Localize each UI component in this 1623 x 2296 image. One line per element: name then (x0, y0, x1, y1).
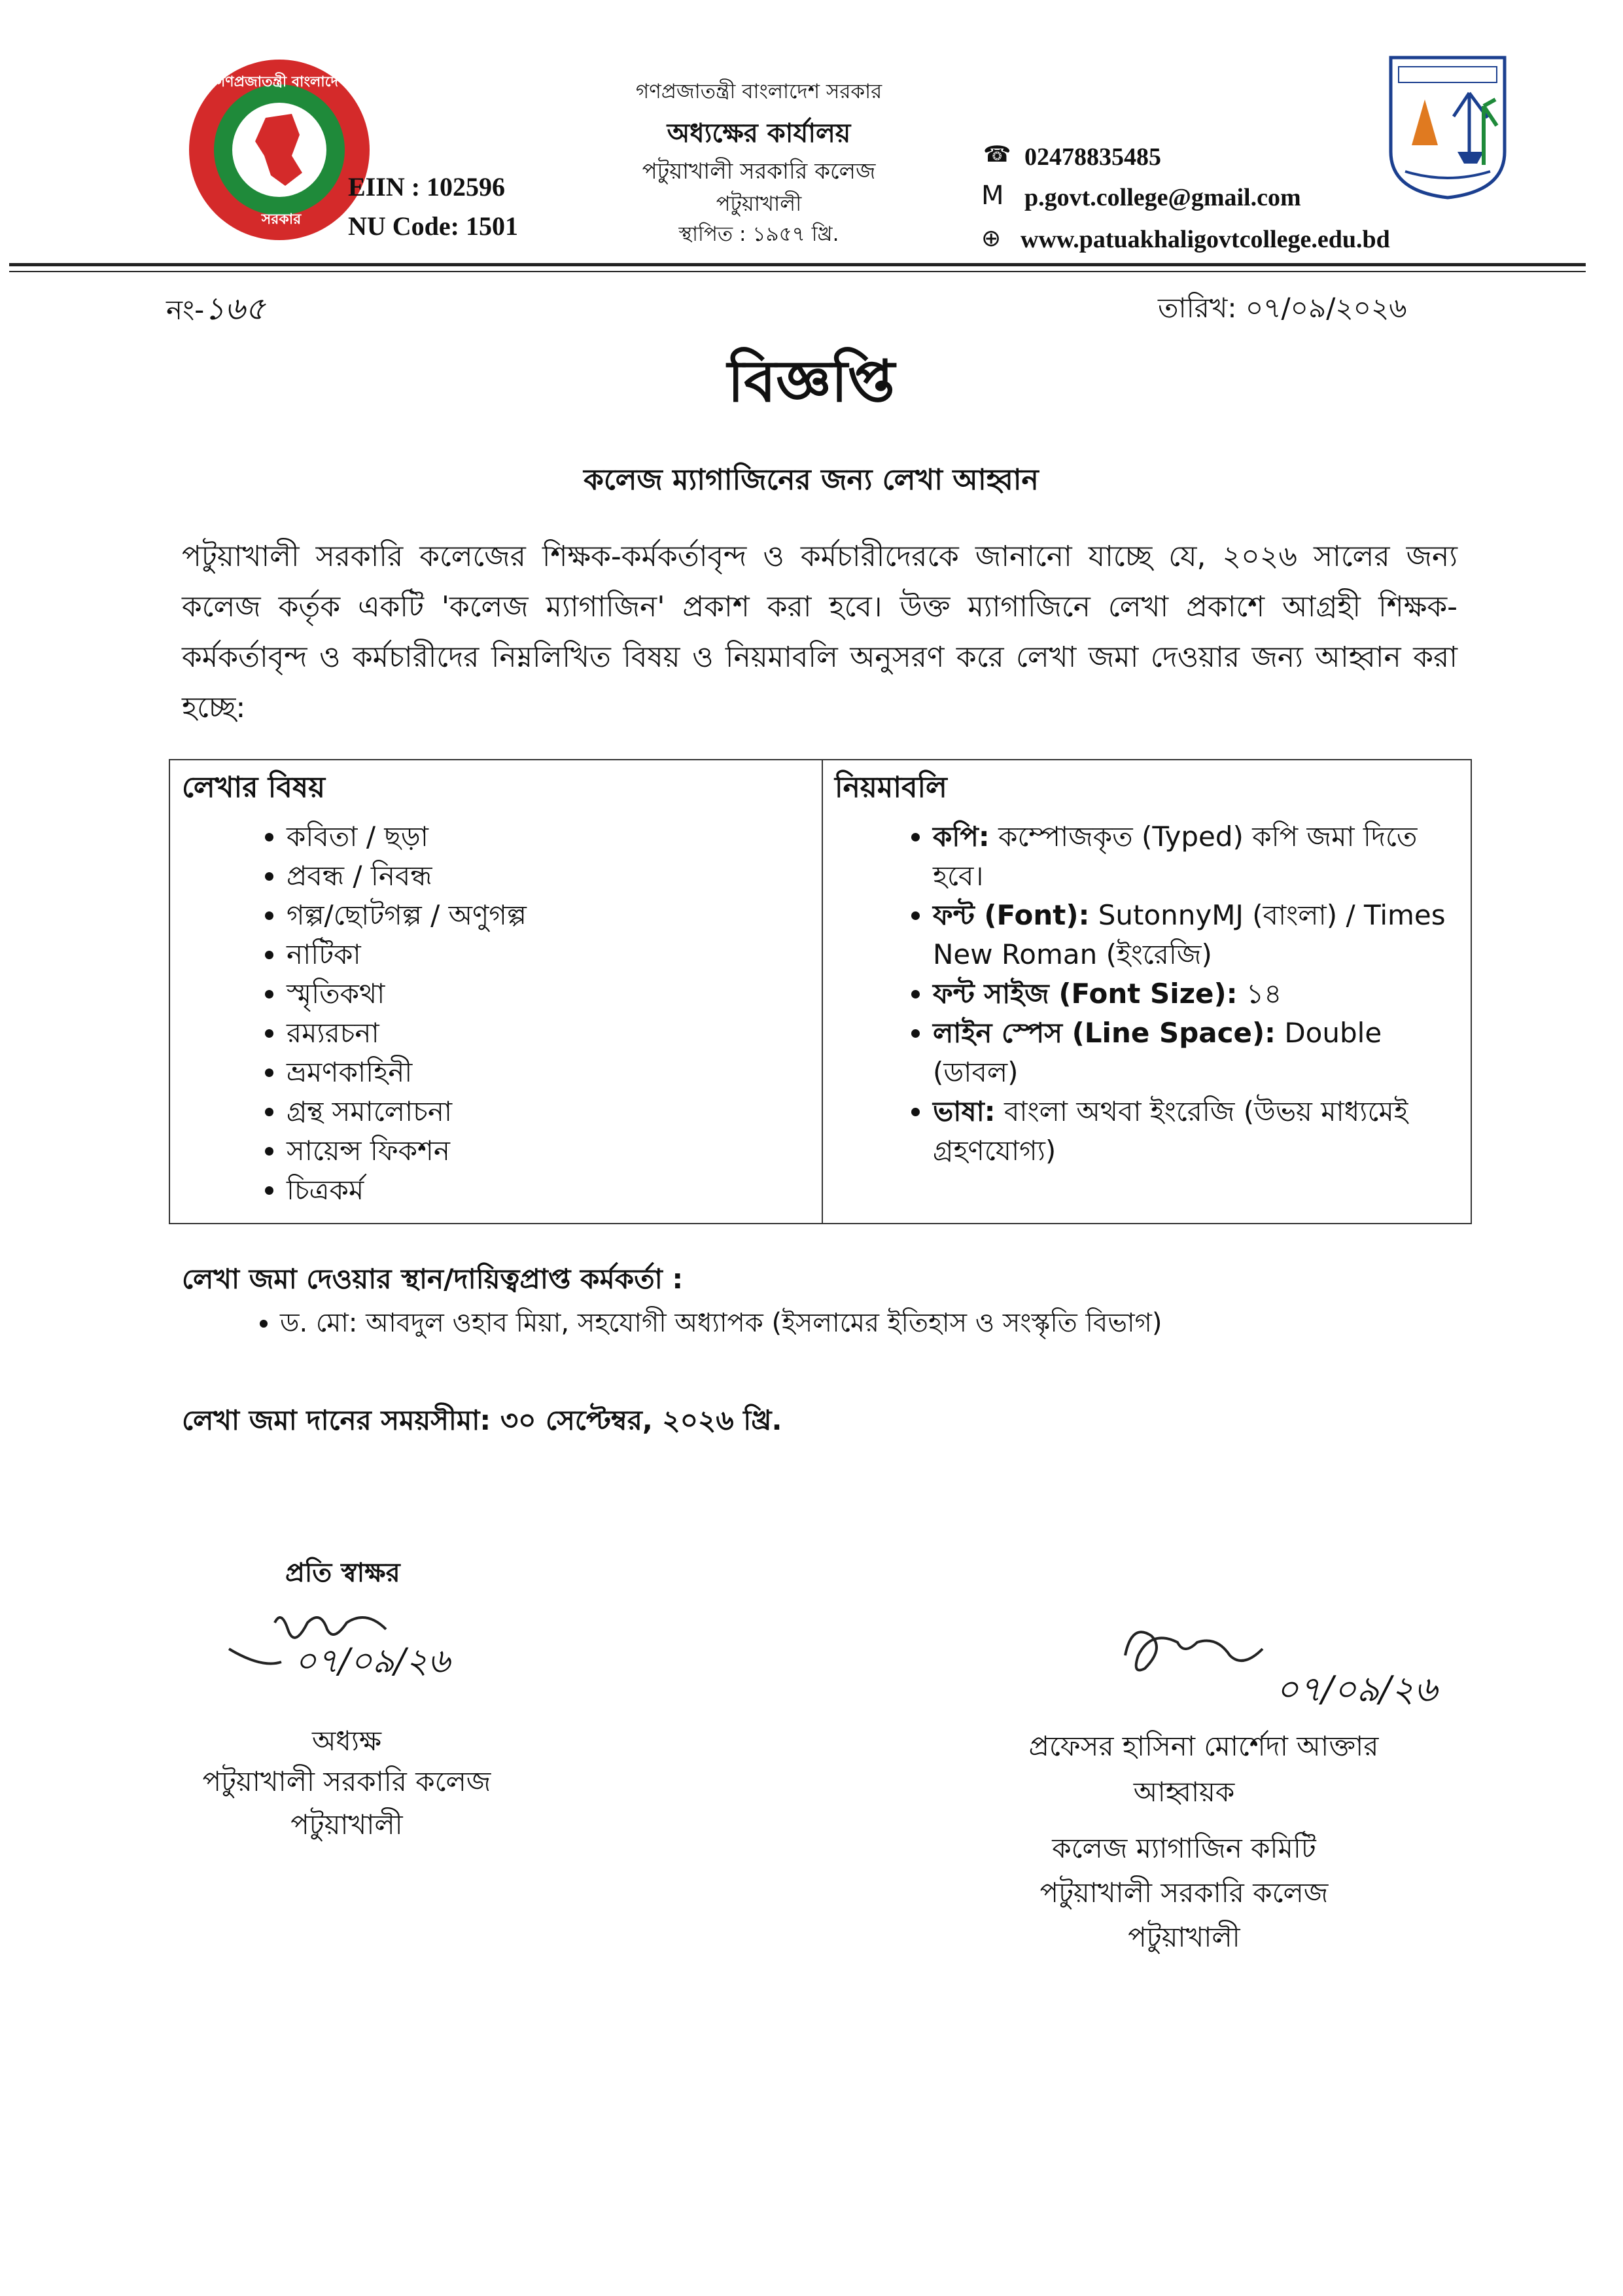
topics-column (169, 760, 822, 1224)
rule-item (933, 974, 1446, 1014)
eiin: EIIN : 102596 (348, 172, 506, 202)
topic-item: • স্মৃতিকথা (287, 974, 810, 1014)
topic-item: • নাটিকা (287, 935, 810, 974)
countersign-label: প্রতি স্বাক্ষর (285, 1558, 400, 1588)
ref-label: নং- (166, 294, 205, 326)
rule-text: ১৪ (1237, 978, 1282, 1010)
ref-number (166, 285, 266, 337)
rule-text: SutonnyMJ (বাংলা) / Times New Roman (ইংরেজি) (933, 899, 1446, 970)
rule-item (933, 817, 1446, 896)
committee-name: কলেজ ম্যাগাজিন কমিটি (1052, 1832, 1316, 1864)
college-district: পটুয়াখালী (716, 191, 802, 216)
topic-item: • প্রবন্ধ / নিবন্ধ (287, 857, 810, 896)
rule-label: ভাষা: (933, 1095, 996, 1127)
rule-item (933, 896, 1446, 974)
convener-sign-date: ০৭/০৯/২৬ (1276, 1669, 1437, 1710)
submission-heading: লেখা জমা দেওয়ার স্থান/দায়িত্বপ্রাপ্ত কর্মকর্তা : (182, 1263, 684, 1295)
submission-list (182, 1302, 1162, 1346)
notice-subject: কলেজ ম্যাগাজিনের জন্য লেখা আহ্বান (584, 463, 1039, 497)
topics-list (182, 817, 810, 1210)
mail-icon: M (981, 181, 1004, 211)
seal-text-top: গণপ্রজাতন্ত্রী বাংলাদেশ (215, 74, 347, 90)
convener-signature (1106, 1616, 1289, 1695)
topic-item: • গল্প/ছোটগল্প / অণুগল্প (287, 896, 810, 935)
rules-column (822, 760, 1471, 1224)
ref-value: ১৬৫ (204, 291, 266, 327)
header-rule-thick (9, 263, 1586, 266)
established: স্থাপিত : ১৯৫৭ খ্রি. (678, 222, 839, 246)
deadline: লেখা জমা দানের সময়সীমা: ৩০ সেপ্টেম্বর, ২০২৬ খ্রি. (182, 1404, 782, 1436)
convener-role: আহ্বায়ক (1133, 1776, 1235, 1808)
rule-label: ফন্ট (Font): (933, 899, 1090, 931)
website: www.patuakhaligovtcollege.edu.bd (1021, 226, 1390, 253)
globe-icon: ⊕ (981, 225, 1002, 252)
rule-item (933, 1092, 1446, 1171)
rule-text: কম্পোজকৃত (Typed) কপি জমা দিতে হবে। (933, 821, 1418, 892)
college-crest (1386, 54, 1510, 200)
rules-list (835, 817, 1459, 1171)
convener-place: পটুয়াখালী (1128, 1921, 1240, 1953)
nu-code: NU Code: 1501 (348, 211, 518, 241)
submission-officer: • ড. মো: আবদুল ওহাব মিয়া, সহযোগী অধ্যাপক (ইসলামের ইতিহাস ও সংস্কৃতি বিভাগ) (280, 1302, 1162, 1346)
rules-header: নিয়মাবলি (835, 771, 947, 804)
govt-name: গণপ্রজাতন্ত্রী বাংলাদেশ সরকার (635, 80, 882, 103)
seal-text-bottom: সরকার (261, 211, 302, 228)
topic-item: • গ্রন্থ সমালোচনা (287, 1092, 810, 1131)
header-rule-thin (9, 271, 1586, 272)
phone-icon: ☎ (983, 141, 1011, 168)
topics-rules-table (169, 759, 1472, 1224)
principal-place: পটুয়াখালী (290, 1809, 403, 1841)
notice-title: বিজ্ঞপ্তি (727, 347, 895, 415)
notice-date: তারিখ: ০৭/০৯/২০২৬ (1158, 292, 1407, 324)
principal-title: অধ্যক্ষ (311, 1725, 382, 1757)
email-address: p.govt.college@gmail.com (1024, 184, 1301, 211)
topic-item: • ভ্রমণকাহিনী (287, 1053, 810, 1092)
college-name: পটুয়াখালী সরকারি কলেজ (642, 158, 876, 185)
convener-name: প্রফেসর হাসিনা মোর্শেদা আক্তার (1028, 1730, 1379, 1762)
topics-header: লেখার বিষয় (182, 771, 326, 804)
convener-org: পটুয়াখালী সরকারি কলেজ (1039, 1877, 1329, 1909)
topic-item: • কবিতা / ছড়া (287, 817, 810, 857)
topic-item: • রম্যরচনা (287, 1014, 810, 1053)
rule-label: কপি: (933, 821, 990, 853)
notice-body: পটুয়াখালী সরকারি কলেজের শিক্ষক-কর্মকর্তাবৃন্দ ও কর্মচারীদেরকে জানানো যাচ্ছে যে, ২০২৬ সালের জন্য কলেজ কর্তৃক একটি 'কলেজ ম্যাগাজিন' প্রকাশ করা হবে। উক্ত ম্যাগাজিনে লেখা প্রকাশে আগ্রহী শিক্ষক-কর্মকর্তাবৃন্দ ও কর্মচারীদের নিম্নলিখিত বিষয় ও নিয়মাবলি অনুসরণ করে লেখা জমা দেওয়ার জন্য আহ্বান করা হচ্ছে: (182, 540, 1457, 724)
principal-sign-date: ০৭/০৯/২৬ (294, 1642, 450, 1681)
rule-text: Double (ডাবল) (933, 1017, 1382, 1088)
office-name: অধ্যক্ষের কার্যালয় (667, 118, 851, 149)
principal-org: পটুয়াখালী সরকারি কলেজ (202, 1765, 491, 1797)
rule-label: লাইন স্পেস (Line Space): (933, 1017, 1276, 1049)
phone-number: 02478835485 (1024, 143, 1161, 171)
rule-item (933, 1014, 1446, 1092)
rule-text: বাংলা অথবা ইংরেজি (উভয় মাধ্যমেই গ্রহণযোগ্য) (933, 1095, 1408, 1167)
topic-item: • চিত্রকর্ম (287, 1171, 810, 1210)
topic-item: • সায়েন্স ফিকশন (287, 1131, 810, 1171)
rule-label: ফন্ট সাইজ (Font Size): (933, 978, 1238, 1010)
